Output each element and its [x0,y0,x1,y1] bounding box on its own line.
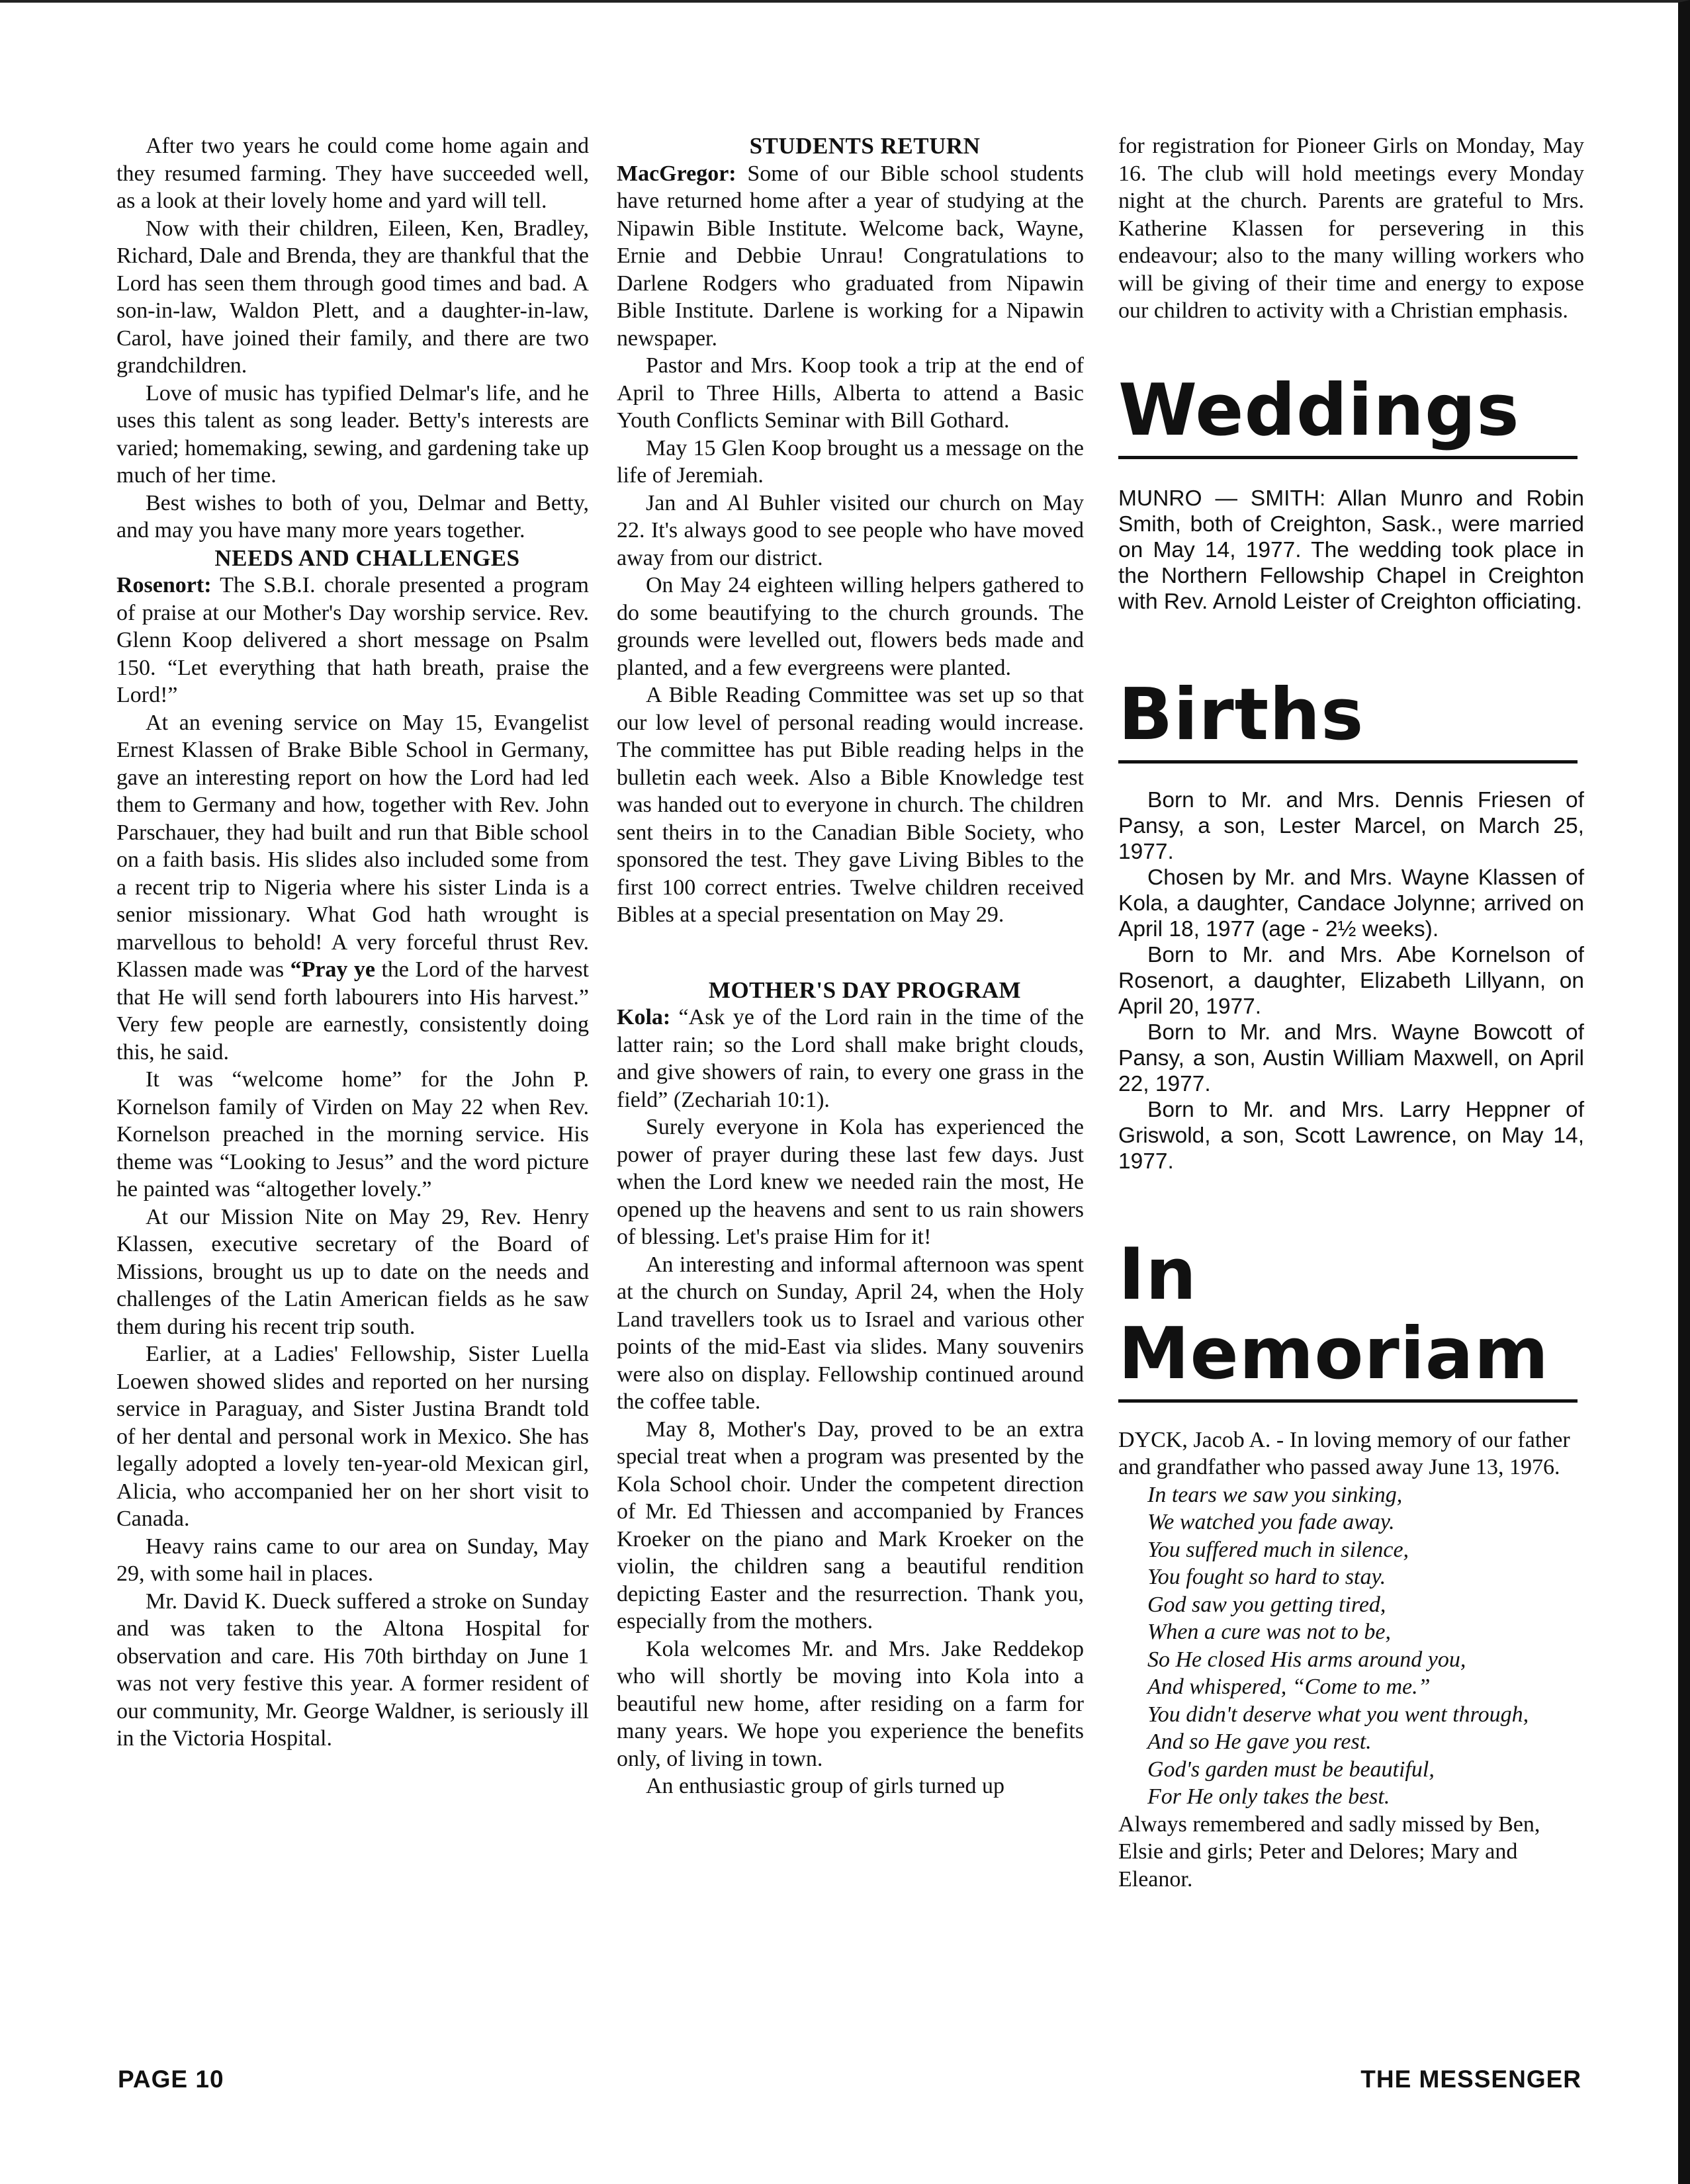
birth-notice: Chosen by Mr. and Mrs. Wayne Klassen of Kola, a daughter, Candace Jolynne; arrived on April 18, 1977 (age - 2½ weeks). [1118,865,1584,941]
birth-notice: Born to Mr. and Mrs. Dennis Friesen of Pansy, a son, Lester Marcel, on March 25, 1977. [1118,787,1584,864]
pioneer-girls-continued: for registration for Pioneer Girls on Monday, May 16. The club will hold meetings every Monday night at the church. Parents are grateful to Mrs. Katherine Klassen for persevering in this endeavour; also to the many willing workers who will be giving of their time and energy to expose our children to activity with a Christian emphasis. [1118,134,1584,323]
memoriam-section [1118,1235,1584,1894]
article-paragraph: Heavy rains came to our area on Sunday, May 29, with some hail in places. [116,1534,589,1586]
article-paragraph: Kola welcomes Mr. and Mrs. Jake Reddekop who will shortly be moving into Kola into a beautiful new home, after residing on a farm for many years. We hope you experience the benefits only, of living in town. [617,1636,1084,1771]
column-left [116,132,589,1753]
article-paragraph: Pastor and Mrs. Koop took a trip at the end of April to Three Hills, Alberta to attend a Basic Youth Conflicts Seminar with Bill Gothard. [617,353,1084,433]
students-return-title: STUDENTS RETURN [749,133,981,159]
article-paragraph: Love of music has typified Delmar's life, and he uses this talent as song leader. Betty's interests are varied; homemaking, sewing, and gardening take up much of her time. [116,380,589,488]
needs-second-text-a: At an evening service on May 15, Evangelist Ernest Klassen of Brake Bible School in Germany, gave an interesting report on how the Lord had led them to Germany and how, together with Rev. John Parschauer, they had built and run that Bible school on a faith basis. His slides also included some from a recent trip to Nigeria where his sister Linda is a senior missionary. What God hath wrought is marvellous to behold! A very forceful thrust Rev. Klassen made was [116,710,589,982]
article-paragraph: After two years he could come home again and they resumed farming. They have succeeded well, as a look at their lovely home and yard will tell. [116,134,589,213]
poem-line: So He closed His arms around you, [1147,1647,1466,1672]
publication-name: THE MESSENGER [1360,2066,1581,2093]
poem-line: We watched you fade away. [1147,1510,1395,1534]
in-memoriam-heading: In Memoriam [1118,1233,1550,1395]
wedding-notice [1118,486,1584,615]
article-paragraph: Jan and Al Buhler visited our church on May 22. It's always good to see people who have moved away from our district. [617,490,1084,570]
article-paragraph: Now with their children, Eileen, Ken, Bradley, Richard, Dale and Brenda, they are thankful that the Lord has seen them through good times and bad. A son-in-law, Waldon Plett, and a daughter-in-law, Carol, have joined their family, and there are two grandchildren. [116,216,589,378]
weddings-heading: Weddings [1118,369,1520,452]
memoriam-rule [1118,1399,1578,1403]
article-paragraph: An interesting and informal afternoon was spent at the church on Sunday, April 24, when the Holy Land travellers took us to Israel and various other points of the mid-East via slides. Many souvenirs were also on display. Fellowship continued around the coffee table. [617,1252,1084,1414]
needs-second-text-b: the Lord of the harvest that He will send forth labourers into His harvest.” Very few people are earnestly, consistently doing this, he said. [116,957,589,1065]
memoriam-intro: DYCK, Jacob A. - In loving memory of our father and grandfather who passed away June 13, 1976. [1118,1427,1570,1479]
article-paragraph: On May 24 eighteen willing helpers gathered to do some beautifying to the church grounds. The grounds were levelled out, flowers beds made and planted, and a few evergreens were planted. [617,573,1084,680]
poem-line: You fought so hard to stay. [1147,1565,1386,1589]
poem-line: When a cure was not to be, [1147,1620,1391,1644]
weddings-rule [1118,456,1578,459]
birth-notice: Born to Mr. and Mrs. Larry Heppner of Griswold, a son, Scott Lawrence, on May 14, 1977. [1118,1097,1584,1174]
poem-line: For He only takes the best. [1147,1784,1390,1809]
mothers-first-paragraph [617,1004,1084,1114]
memoriam-notice [1118,1426,1584,1894]
memorial-poem [1147,1481,1584,1811]
article-paragraph: A Bible Reading Committee was set up so that our low level of personal reading would increase. The committee has put Bible reading helps in the bulletin each week. Also a Bible Knowledge test was handed out to everyone in church. The children sent theirs in to the Canadian Bible Society, who sponsored the test. They gave Living Bibles to the first 100 correct entries. Twelve children received Bibles at a special presentation on May 29. [617,683,1084,927]
needs-first-text: The S.B.I. chorale presented a program of praise at our Mother's Day worship service. Rev. Glenn Koop delivered a short message on Psalm 150. “Let everything that hath breath, praise the Lord!” [116,573,589,707]
needs-and-challenges-title: NEEDS AND CHALLENGES [214,545,520,571]
poem-line: And whispered, “Come to me.” [1147,1675,1431,1699]
mothers-day-program-title: MOTHER'S DAY PROGRAM [708,977,1022,1003]
pray-ye-emphasis: “Pray ye [290,957,375,982]
column-middle [617,132,1084,1800]
births-rule [1118,760,1578,764]
article-paragraph: Best wishes to both of you, Delmar and Betty, and may you have many more years together. [116,490,589,543]
wedding-text: MUNRO — SMITH: Allan Munro and Robin Smith, both of Creighton, Sask., were married on May 14, 1977. The wedding took place in the Northern Fellowship Chapel in Creighton with Rev. Arnold Leister of Creighton officiating. [1118,486,1584,614]
poem-line: And so He gave you rest. [1147,1729,1372,1754]
births-heading: Births [1118,673,1364,756]
article-paragraph: Mr. David K. Dueck suffered a stroke on Sunday and was taken to the Altona Hospital for observation and care. His 70th birthday on June 1 was not very festive this year. A former resident of our community, Mr. George Waldner, is seriously ill in the Victoria Hospital. [116,1589,589,1751]
memoriam-closing: Always remembered and sadly missed by Ben, Elsie and girls; Peter and Delores; Mary and Eleanor. [1118,1812,1540,1892]
article-paragraph: An enthusiastic group of girls turned up [646,1774,1005,1798]
poem-line: You didn't deserve what you went through, [1147,1702,1529,1727]
birth-notice: Born to Mr. and Mrs. Abe Kornelson of Rosenort, a daughter, Elizabeth Lillyann, on April 20, 1977. [1118,942,1584,1019]
article-paragraph: May 8, Mother's Day, proved to be an extra special treat when a program was presented by the Kola School choir. Under the competent direction of Mr. Ed Thiessen and accompanied by Frances Kroeker on the piano and Mark Kroeker on the violin, the children sang a beautiful rendition depicting Easter and the resurrection. Thank you, especially from the mothers. [617,1417,1084,1634]
births-list [1118,787,1584,1174]
place-macgregor: MacGregor: [617,161,736,186]
place-kola: Kola: [617,1005,671,1029]
article-paragraph: Earlier, at a Ladies' Fellowship, Sister Luella Loewen showed slides and reported on her nursing service in Paraguay, and Sister Justina Brandt told of her dental and personal work in Mexico. She has legally adopted a lovely ten-year-old Mexican girl, Alicia, who accompanied her on her short visit to Canada. [116,1342,589,1531]
students-first-paragraph [617,160,1084,353]
page-number: PAGE 10 [118,2066,224,2093]
poem-line: In tears we saw you sinking, [1147,1482,1403,1507]
article-paragraph: Surely everyone in Kola has experienced the power of prayer during these last few days. Just when the Lord knew we needed rain the most, He opened up the heavens and sent to us rain showers of blessing. Let's praise Him for it! [617,1115,1084,1249]
students-first-text: Some of our Bible school students have returned home after a year of studying at the Nipawin Bible Institute. Welcome back, Wayne, Ernie and Debbie Unrau! Congratulations to Darlene Rodgers who graduated from Nipawin Bible Institute. Darlene is working for a Nipawin newspaper. [617,161,1084,351]
poem-line: God's garden must be beautiful, [1147,1757,1435,1782]
needs-second-paragraph [116,709,589,1067]
column-right [1118,132,1584,1893]
needs-first-paragraph [116,572,589,709]
births-section [1118,673,1584,1174]
birth-notice: Born to Mr. and Mrs. Wayne Bowcott of Pansy, a son, Austin William Maxwell, on April 22, 1977. [1118,1020,1584,1096]
place-rosenort: Rosenort: [116,573,212,597]
article-paragraph: At our Mission Nite on May 29, Rev. Henry Klassen, executive secretary of the Board of Missions, brought us up to date on the needs and challenges of the Latin American fields as he saw them during his recent trip south. [116,1204,589,1339]
mothers-first-text: “Ask ye of the Lord rain in the time of the latter rain; so the Lord shall make bright clouds, and give showers of rain, to every one grass in the field” (Zechariah 10:1). [617,1005,1084,1112]
article-paragraph: It was “welcome home” for the John P. Kornelson family of Virden on May 22 when Rev. Kornelson preached in the morning service. His theme was “Looking to Jesus” and the word picture he painted was “altogether lovely.” [116,1067,589,1201]
poem-line: You suffered much in silence, [1147,1537,1409,1562]
article-paragraph: May 15 Glen Koop brought us a message on the life of Jeremiah. [617,435,1084,488]
poem-line: God saw you getting tired, [1147,1592,1386,1617]
weddings-section [1118,371,1584,615]
